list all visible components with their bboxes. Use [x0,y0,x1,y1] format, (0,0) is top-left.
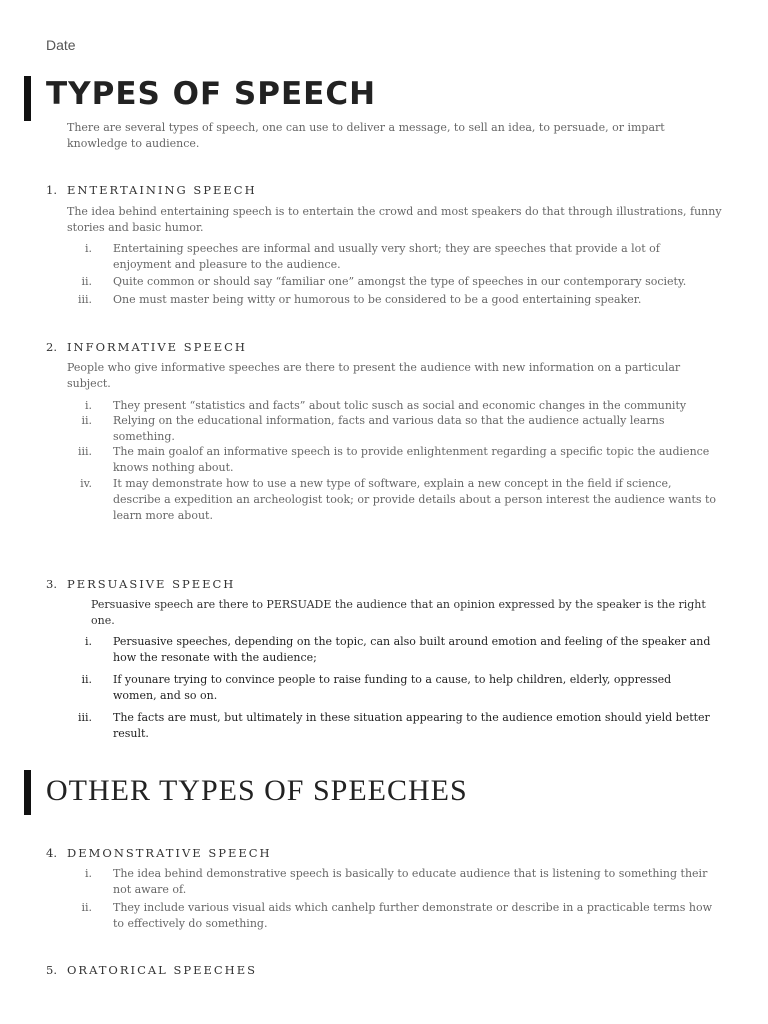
section-group-title: OTHER TYPES OF SPEECHES [46,774,468,807]
item-text: Entertaining speeches are informal and usually very short; they are speeches that provide a lot of enjoyment and pleasure to the audience. [113,242,660,271]
item-text: Persuasive speeches, depending on the topic, can also built around emotion and feeling of the speaker and how the resonate with the audience; [113,635,711,664]
item-text: The main goalof an informative speech is to provide enlightenment regarding a specific topic the audience knows nothing about. [113,445,710,474]
item-numeral: iii. [77,445,92,458]
item-numeral: i. [84,242,92,255]
section-title: INFORMATIVE SPEECH [67,340,247,354]
section-title: ENTERTAINING SPEECH [67,183,257,197]
date-label: Date [46,37,76,53]
title-accent-bar [24,76,31,121]
section-heading-persuasive [46,577,235,591]
section-title: ORATORICAL SPEECHES [67,963,257,977]
item-numeral: ii. [81,901,92,914]
item-numeral: i. [84,635,92,648]
item-text: They include various visual aids which canhelp further demonstrate or describe in a practicable terms how to effectively do something. [113,901,712,930]
section-number: 1. [46,183,57,197]
section-number: 5. [46,963,57,977]
section-number: 3. [46,577,57,591]
item-numeral: iii. [77,293,92,306]
item-numeral: iii. [77,711,92,724]
item-text: Relying on the educational information, facts and various data so that the audience actually learns something. [113,414,665,443]
item-numeral: i. [84,867,92,880]
item-numeral: ii. [81,673,92,686]
intro-paragraph: There are several types of speech, one can use to deliver a message, to sell an idea, to persuade, or impart knowledge to audience. [67,121,665,150]
section-paragraph: The idea behind entertaining speech is to entertain the crowd and most speakers do that through illustrations, funny stories and basic humor. [67,205,722,234]
item-numeral: ii. [81,414,92,427]
page-title: TYPES OF SPEECH [46,76,377,112]
item-numeral: ii. [81,275,92,288]
item-text: Quite common or should say “familiar one” amongst the type of speeches in our contemporary society. [113,275,687,288]
item-text: They present “statistics and facts” about tolic susch as social and economic changes in the community [113,399,687,412]
item-numeral: i. [84,399,92,412]
section-number: 4. [46,846,57,860]
section-heading-entertaining [46,183,257,197]
item-text: The idea behind demonstrative speech is basically to educate audience that is listening to something their not aware of. [113,867,708,896]
item-numeral: iv. [80,477,92,490]
item-text: If younare trying to convince people to raise funding to a cause, to help children, elderly, oppressed women, and so on. [113,673,672,702]
section-heading-oratorical [46,963,257,977]
section-heading-informative [46,340,247,354]
section-paragraph: People who give informative speeches are there to present the audience with new information on a particular subject. [67,361,681,390]
title-accent-bar [24,770,31,815]
section-heading-demonstrative [46,846,272,860]
item-text: The facts are must, but ultimately in these situation appearing to the audience emotion should yield better result. [113,711,710,740]
item-text: One must master being witty or humorous to be considered to be a good entertaining speaker. [113,293,642,306]
item-text: It may demonstrate how to use a new type of software, explain a new concept in the field if science, describe a expedition an archeologist took; or provide details about a person interest the audience wants to learn more about. [113,477,717,522]
section-title: PERSUASIVE SPEECH [67,577,236,591]
section-number: 2. [46,340,57,354]
section-title: DEMONSTRATIVE SPEECH [67,846,272,860]
section-paragraph: Persuasive speech are there to PERSUADE the audience that an opinion expressed by the speaker is the right one. [91,598,706,627]
